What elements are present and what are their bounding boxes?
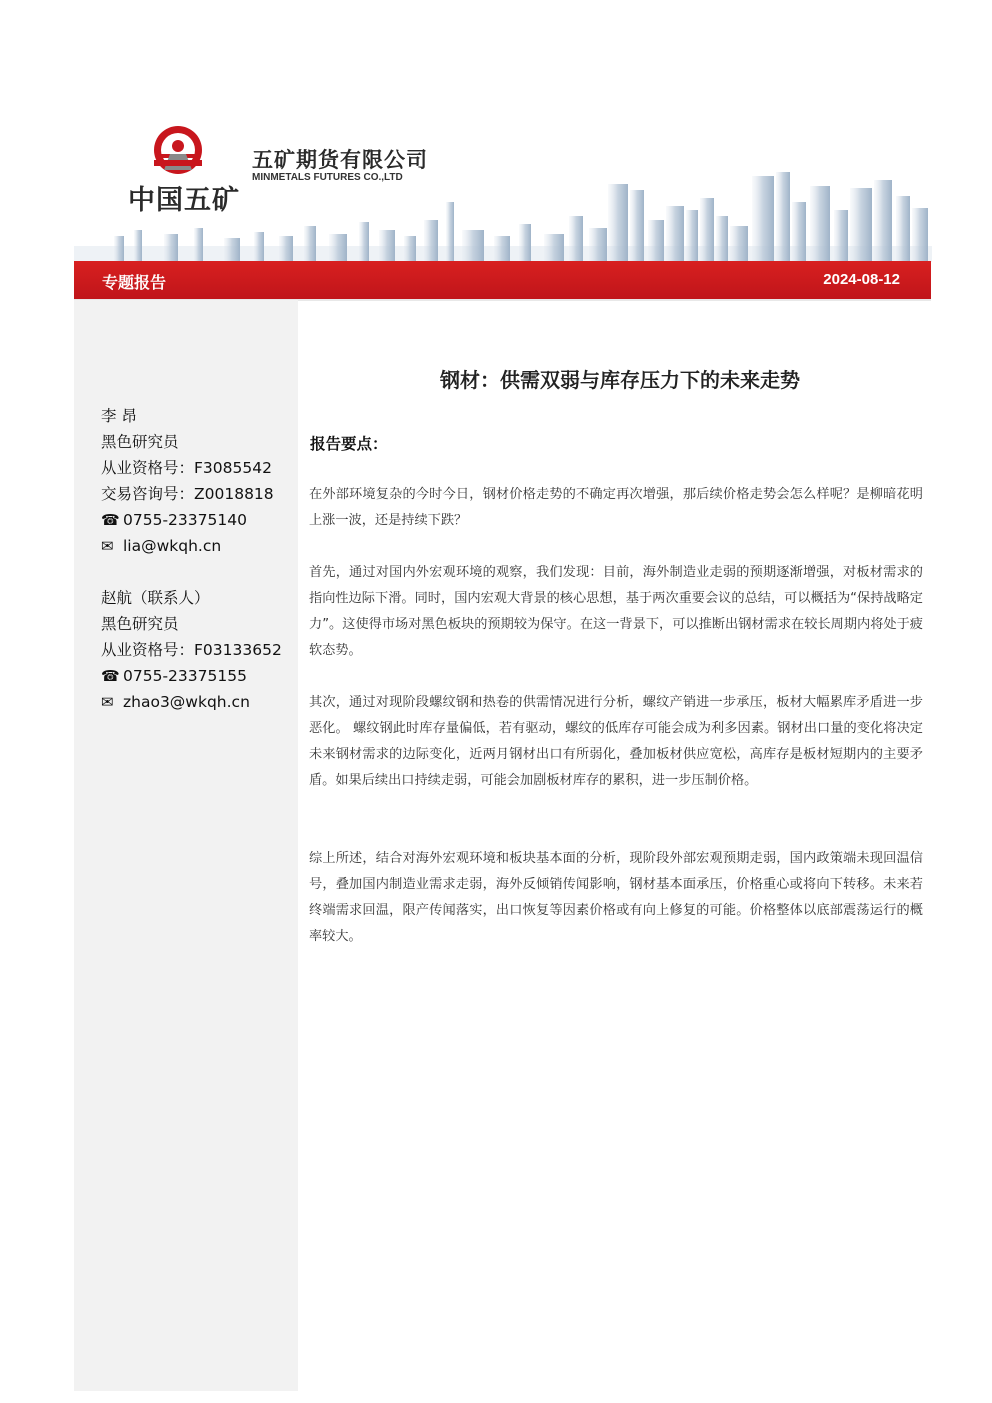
- summary-paragraph: 在外部环境复杂的今时今日，钢材价格走势的不确定再次增强，那后续价格走势会怎么样呢？是柳暗花明上涨一波，还是持续下跌？: [309, 487, 923, 528]
- phone-icon: ☎: [101, 667, 120, 685]
- city-skyline-image: [74, 150, 932, 262]
- analyst-email-address[interactable]: zhao3@wkqh.cn: [123, 693, 250, 711]
- analyst-email-address[interactable]: lia@wkqh.cn: [123, 537, 222, 555]
- summary-paragraph: 首先，通过对国内外宏观环境的观察，我们发现：目前，海外制造业走弱的预期逐渐增强，对板材需求的指向性边际下滑。同时，国内宏观大背景的核心思想，基于两次重要会议的总结，可以概括为“保持战略定力”。这使得市场对黑色板块的预期较为保守。在这一背景下，可以推断出钢材需求在较长周期内将处于疲软态势。: [309, 565, 923, 658]
- analyst-title: 黑色研究员: [101, 433, 179, 451]
- analyst-name: 赵航（联系人）: [101, 589, 210, 607]
- company-name-en: MINMETALS FUTURES CO.,LTD: [252, 172, 403, 183]
- email-icon: ✉: [101, 693, 114, 711]
- analyst-qualification: 从业资格号：F3085542: [101, 459, 272, 477]
- report-type-banner: [74, 261, 931, 301]
- analyst-title: 黑色研究员: [101, 615, 179, 633]
- analyst-phone: [101, 507, 274, 533]
- analyst-email: [101, 533, 274, 559]
- analyst-qualification: 从业资格号：F03133652: [101, 641, 282, 659]
- summary-paragraph: 综上所述，结合对海外宏观环境和板块基本面的分析，现阶段外部宏观预期走弱，国内政策端未现回温信号，叠加国内制造业需求走弱，海外反倾销传闻影响，钢材基本面承压，价格重心或将向下转移。未来若终端需求回温，限产传闻落实，出口恢复等因素价格或有向上修复的可能。价格整体以底部震荡运行的概率较大。: [309, 851, 923, 944]
- email-icon: ✉: [101, 537, 114, 555]
- company-name-cn: 五矿期货有限公司: [252, 148, 428, 172]
- analyst-card: [101, 585, 282, 715]
- analyst-phone: [101, 663, 282, 689]
- report-title: 钢材：供需双弱与库存压力下的未来走势: [440, 368, 800, 392]
- analyst-email: [101, 689, 282, 715]
- analyst-consult-number: 交易咨询号：Z0018818: [101, 485, 274, 503]
- analyst-phone-number: 0755-23375155: [123, 667, 247, 685]
- section-heading: 报告要点：: [310, 435, 388, 453]
- report-header: [0, 0, 992, 262]
- phone-icon: ☎: [101, 511, 120, 529]
- analyst-phone-number: 0755-23375140: [123, 511, 247, 529]
- report-date: 2024-08-12: [823, 271, 900, 288]
- analyst-card: [101, 403, 274, 559]
- report-type-label: 专题报告: [102, 273, 167, 292]
- analyst-name: 李 昂: [101, 407, 137, 425]
- summary-paragraph: 其次，通过对现阶段螺纹钢和热卷的供需情况进行分析，螺纹产销进一步承压，板材大幅累库矛盾进一步恶化。 螺纹钢此时库存量偏低，若有驱动，螺纹的低库存可能会成为利多因素。钢材出口量的变化将决定未来钢材需求的边际变化，近两月钢材出口有所弱化，叠加板材供应宽松，高库存是板材短期内的主要矛盾。如果后续出口持续走弱，可能会加剧板材库存的累积，进一步压制价格。: [309, 695, 923, 788]
- logo-text: 中国五矿: [128, 185, 240, 216]
